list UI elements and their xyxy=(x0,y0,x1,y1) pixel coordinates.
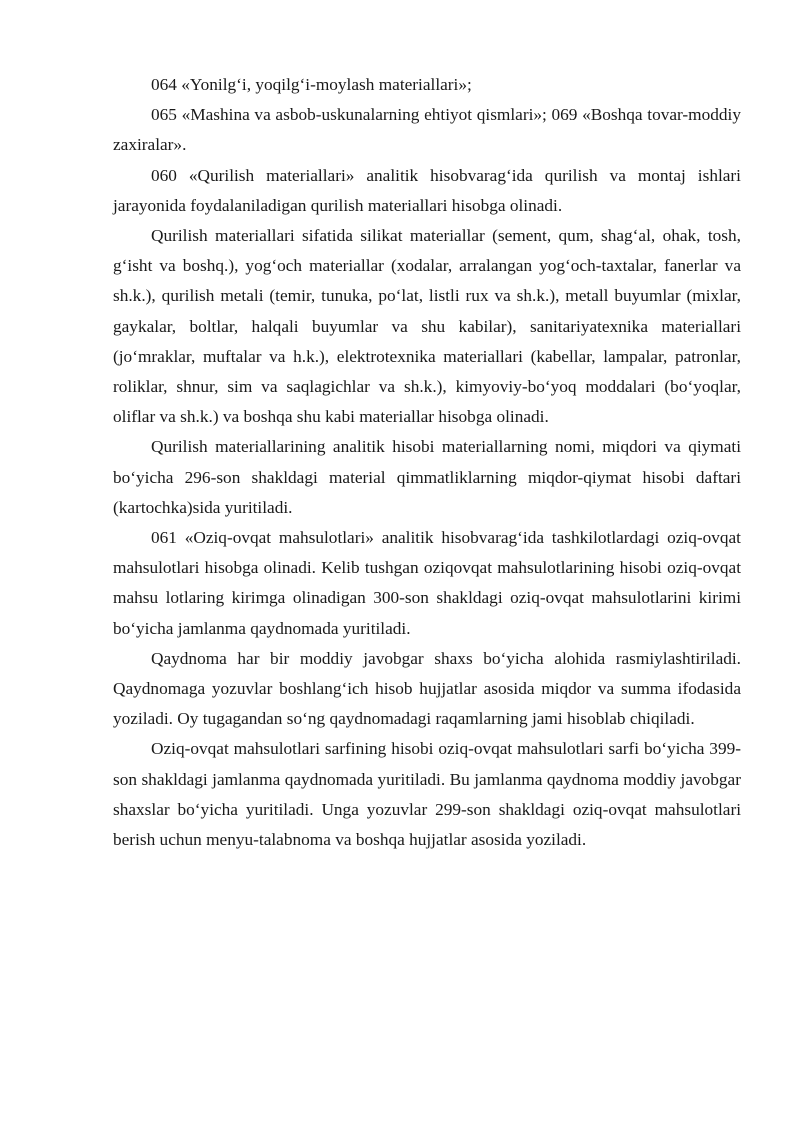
document-page xyxy=(113,70,741,855)
paragraph-construction-materials-accounting: Qurilish materiallarining analitik hisobi materiallarning nomi, miqdori va qiymati bo‘yicha 296-son shakldagi material qimmatliklarning miqdor-qiymat hisobi daftari (kartochka)sida yuritiladi. xyxy=(113,437,741,517)
paragraph-construction-materials-account: 060 «Qurilish materiallari» analitik hisobvarag‘ida qurilish va montaj ishlari jarayonida foydalaniladigan qurilish materiallari hisobga olinadi. xyxy=(113,165,741,215)
paragraph-fuel-materials: 064 «Yonilg‘i, yoqilg‘i-moylash materiallari»; xyxy=(151,75,472,94)
paragraph-construction-materials-list: Qurilish materiallari sifatida silikat materiallar (sement, qum, shag‘al, ohak, tosh, g‘isht va boshq.), yog‘och materiallar (xodalar, arralangan yog‘och-taxtalar, fanerlar va sh.k.), qurilish metali (temir, tunuka, po‘lat, listli rux va sh.k.), metall buyumlar (mixlar, gaykalar, boltlar, halqali buyumlar va shu kabilar), sanitariyatexnika materiallari (jo‘mraklar, muftalar va h.k.), elektrotexnika materiallari (kabellar, lampalar, patronlar, roliklar, shnur, sim va saqlagichlar va sh.k.), kimyoviy-bo‘yoq moddalari (bo‘yoqlar, oliflar va sh.k.) va boshqa shu kabi materiallar hisobga olinadi. xyxy=(113,226,741,427)
paragraph-food-consumption: Oziq-ovqat mahsulotlari sarfining hisobi oziq-ovqat mahsulotlari sarfi bo‘yicha 399-son shakldagi jamlanma qaydnomada yuritiladi. Bu jamlanma qaydnoma moddiy javobgar shaxslar bo‘yicha yuritiladi. Unga yozuvlar 299-son shakldagi oziq-ovqat mahsulotlari berish uchun menyu-talabnoma va boshqa hujjatlar asosida yoziladi. xyxy=(113,739,741,850)
paragraph-food-products-account: 061 «Oziq-ovqat mahsulotlari» analitik hisobvarag‘ida tashkilotlardagi oziq-ovqat mahsulotlari hisobga olinadi. Kelib tushgan oziqovqat mahsulotlarining hisobi oziq-ovqat mahsu lotlaring kirimga olinadigan 300-son shakldagi oziq-ovqat mahsulotlarini kirimi bo‘yicha jamlanma qaydnomada yuritiladi. xyxy=(113,528,741,638)
paragraph-register-details: Qaydnoma har bir moddiy javobgar shaxs bo‘yicha alohida rasmiylashtiriladi. Qaydnomaga yozuvlar boshlang‘ich hisob hujjatlar asosida miqdor va summa ifodasida yoziladi. Oy tugagandan so‘ng qaydnomadagi raqamlarning jami hisoblab chiqiladi. xyxy=(113,648,741,729)
paragraph-spare-parts: 065 «Mashina va asbob-uskunalarning ehtiyot qismlari»; 069 «Boshqa tovar-moddiy zaxiralar». xyxy=(113,105,741,155)
